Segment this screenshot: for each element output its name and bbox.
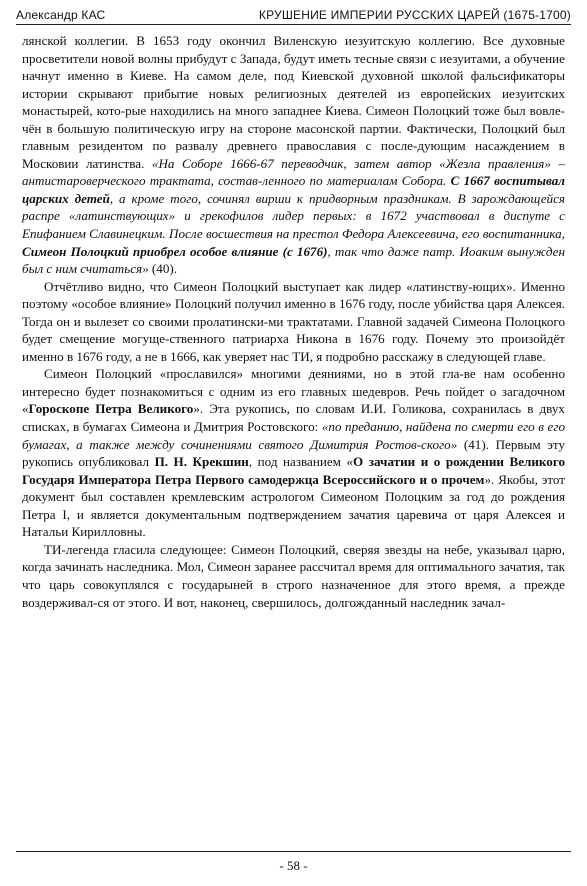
page-number: - 58 - (279, 858, 308, 873)
text-run-b: О зачатии и о рождении Великого Государя Императора Петра Первого самодержца Всероссийского и о прочем (22, 454, 565, 487)
paragraph-p2 (22, 278, 565, 366)
header-book-title: КРУШЕНИЕ ИМПЕРИИ РУССКИХ ЦАРЕЙ (1675-1700) (258, 8, 571, 22)
text-run-it-b: Симеон Полоцкий приобрел особое влияние (с 1676) (22, 243, 328, 259)
text-run-b: Гороскопе Петра Великого (28, 401, 194, 417)
text-run-it: «На Соборе 1666-67 переводчик, затем автор «Жезла правления» – антистароверческого трактата, состав-ленного по материалам Собора. (22, 155, 565, 189)
text-run: лянской коллегии. В 1653 году окончил Виленскую иезуитскую коллегию. Все духовные просветители новой волны прибудут с Запада, будут иметь тесные связи с иезуитами, а обучение начнут именно в Киеве. На самом деле, под Киевской духовной школой фальсификаторы истории скрывают прибытие новых религиозных деятелей из европейских иезуитских монастырей, кото-рые находились на много западнее Киева. Симеон Полоцкий тоже был вовле-чён в большую политическую игру на стороне масонской партии. Фактически, Полоцкий был главным резидентом по развалу древнего православия с после-дующим насаждением в Московии латинства. (22, 33, 565, 171)
text-run: ТИ-легенда гласила следующее: Симеон Полоцкий, сверяя звезды на небе, указывал царю, когда зачинать наследника. Мол, Симеон заранее рассчитал время для оптимального зачатия, так что царь совокуплялся с государыней в строго назначенное для этого время, а прежде воздерживал-ся от этого. И вот, наконец, свершилось, долгожданный наследник зачал- (22, 541, 565, 610)
text-run-it: , так что даже патр. Иоаким вынужден был с ним считаться» (22, 243, 565, 277)
text-run-b: П. Н. Крекшин (154, 454, 249, 470)
text-run: Симеон Полоцкий «прославился» многими деяниями, но в этой гла-ве нам особенно интересно будет познакомиться с одним из его главных шедевров. Речь пойдет о загадочном « (22, 366, 565, 417)
text-run: (40). (148, 261, 178, 277)
text-run: ». Эта рукопись, по словам И.И. Голикова, сохранилась в двух списках, в бумагах Симеона и Дмитрия Ростовского: (22, 401, 565, 435)
text-run: Отчётливо видно, что Симеон Полоцкий выступает как лидер «латинству-ющих». Именно поэтому «особое влияние» Полоцкий получил именно в 1676 году, после убийства царя Алексея. Тогда он и вылезет со своими пролатински-ми трактатами. Главной задачей Симеона Полоцкого будет смещение могуще-ственного патриарха Никона в 1676 году. Почему это произойдёт именно в 1676 году, а не в 1666, как уверяет нас ТИ, я подробно расскажу в следующей главе. (22, 278, 565, 364)
paragraph-p4 (22, 541, 565, 611)
footer-rule (16, 851, 571, 852)
text-run-it: , а кроме того, сочинял вирши к придворным праздникам. В зарождающейся распре «латинствующих» и грекофилов лидер первых: в 1672 участвовал в диспуте с Епифанием Славинецким. После восшествия на престол Федора Алексеевича, его воспитанника, (22, 190, 565, 242)
running-header (16, 6, 571, 24)
paragraph-p1 (22, 32, 565, 278)
text-run-it: «по преданию, найдена по смерти его в его бумагах, а также между сочинениями святого Димитрия Ростов-ского» (22, 419, 565, 452)
text-run: ». Якобы, этот документ был составлен кремлевским астрологом Симеоном Полоцким за год до рождения Петра I, и является документальным подтверждением зачатия царевича от царя Алексея и Натальи Кирилловны. (22, 471, 565, 540)
text-run: , под названием « (248, 454, 354, 470)
text-run: (41). Первым эту рукопись опубликовал (22, 436, 565, 470)
page-body-text (22, 32, 565, 611)
header-author: Александр КАС (16, 8, 106, 22)
header-rule (16, 24, 571, 25)
paragraph-p3 (22, 365, 565, 540)
text-run-it-b: С 1667 воспитывал царских детей (22, 173, 565, 206)
